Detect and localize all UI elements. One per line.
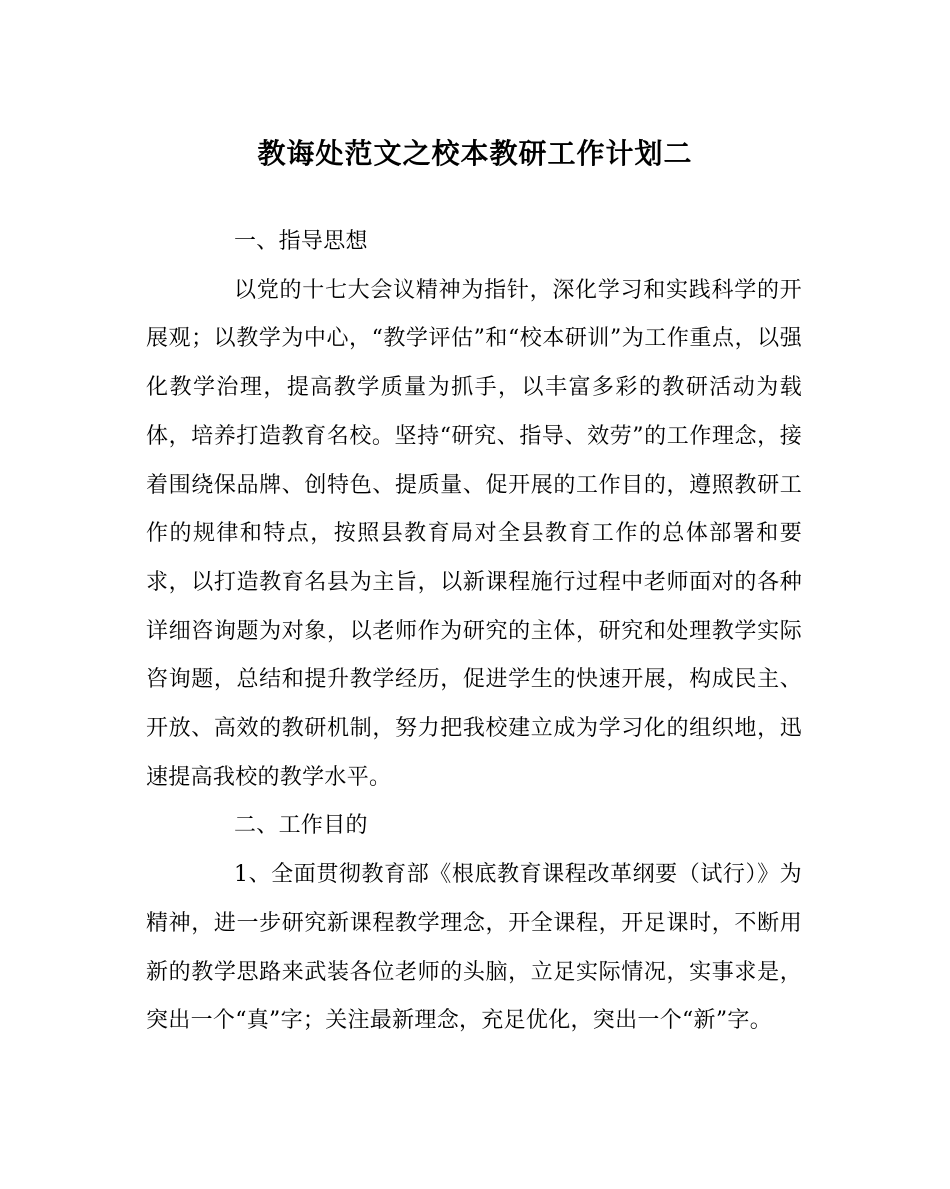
paragraph-work-goal-1: 1、全面贯彻教育部《根底教育课程改革纲要（试行）》为精神，进一步研究新课程教学理念，开全课程，开足课时，不断用新的教学思路来武装各位老师的头脑，立足实际情况，实事求是，突出一个“真”字；关注最新理念，充足优化，突出一个“新”字。 [146, 862, 802, 1034]
document-title: 教诲处范文之校本教研工作计划二 [257, 137, 693, 170]
section-heading-work-goals: 二、工作目的 [234, 813, 368, 839]
section-heading-guiding-thought: 一、指导思想 [234, 229, 368, 254]
paragraph-guiding-thought: 以党的十七大会议精神为指针，深化学习和实践科学的开展观；以教学为中心，“教学评估”和“校本研训”为工作重点，以强化教学治理，提高教学质量为抓手，以丰富多彩的教研活动为载体，培养打造教育名校。坚持“研究、指导、效劳”的工作理念，接着围绕保品牌、创特色、提质量、促开展的工作目的，遵照教研工作的规律和特点，按照县教育局对全县教育工作的总体部署和要求，以打造教育名县为主旨，以新课程施行过程中老师面对的各种详细咨询题为对象，以老师作为研究的主体，研究和处理教学实际咨询题，总结和提升教学经历，促进学生的快速开展，构成民主、开放、高效的教研机制，努力把我校建立成为学习化的组织地，迅速提高我校的教学水平。 [146, 277, 802, 790]
document-body [146, 218, 802, 1046]
